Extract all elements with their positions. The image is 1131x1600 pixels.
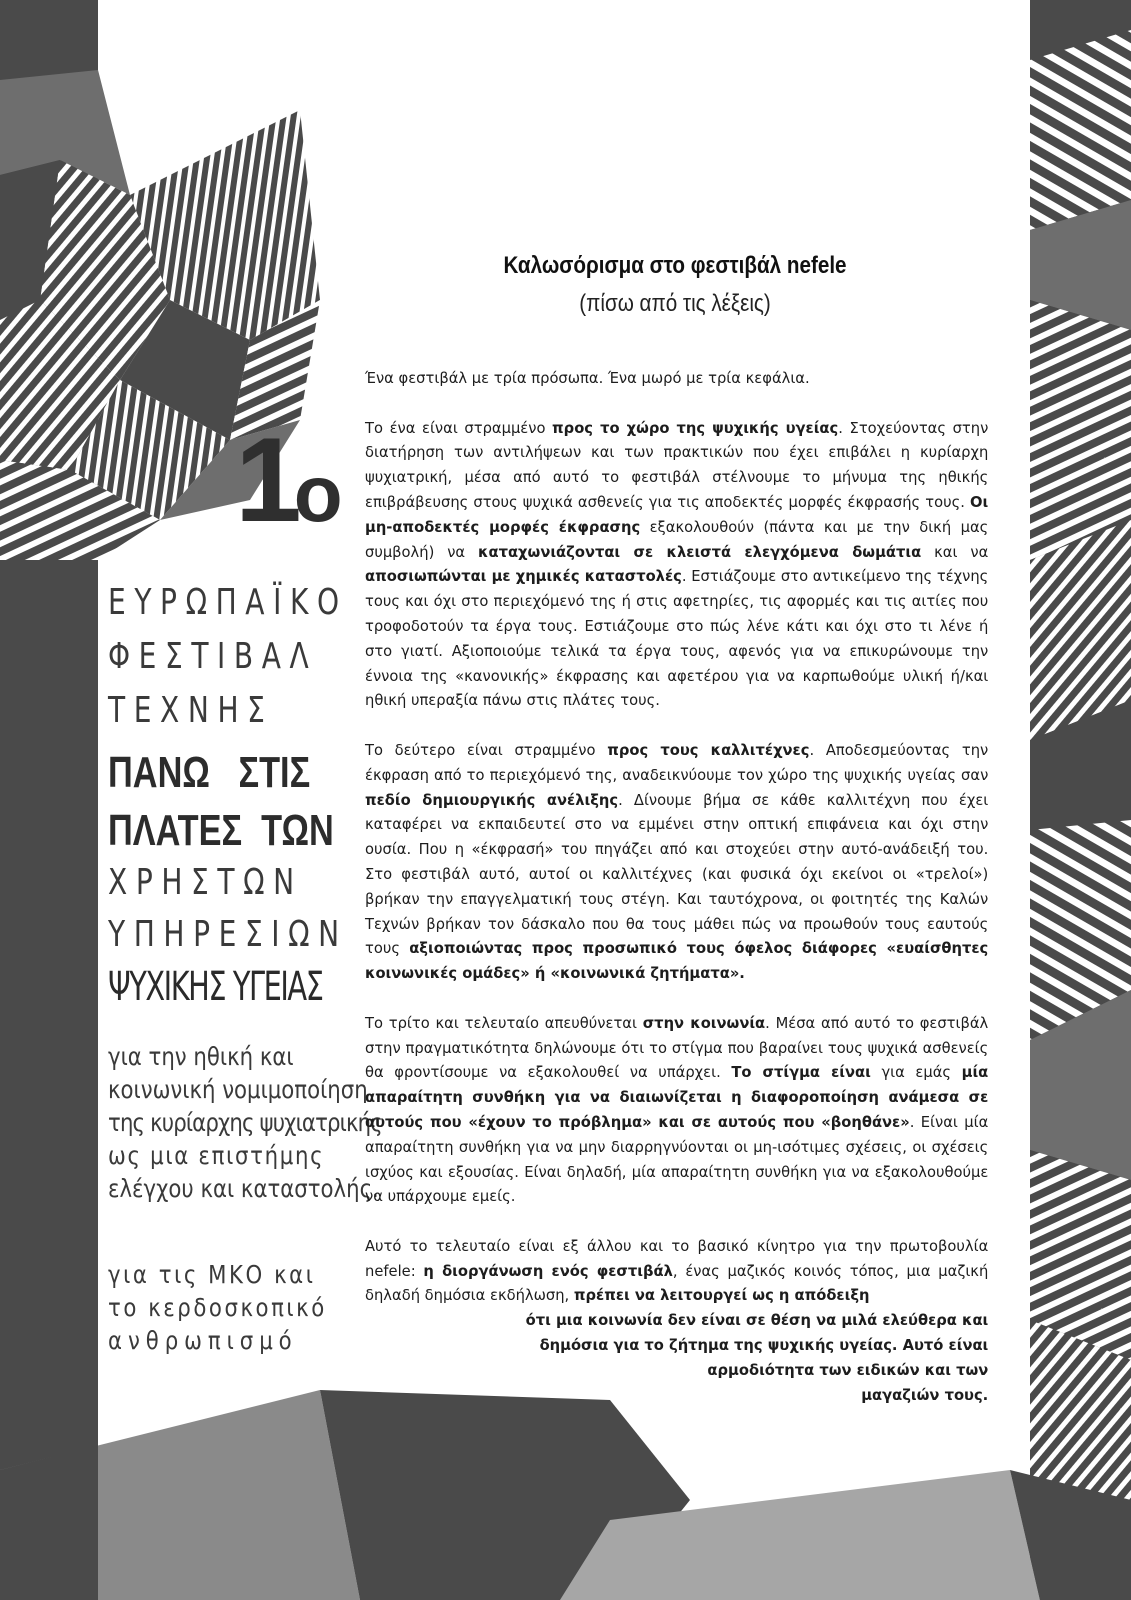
emphasis: πεδίο δημιουργικής ανέλιξης (365, 790, 619, 809)
text-span: Το τρίτο και τελευταίο απευθύνεται (365, 1013, 643, 1032)
emphasis: η διοργάνωση ενός φεστιβάλ (423, 1261, 673, 1280)
emphasis-line: ότι μια κοινωνία δεν είναι σε θέση να μιλά ελεύθερα και (525, 1311, 989, 1330)
emphasis: αξιοποιώντας προς προσωπικό τους όφελος διάφορες «ευαίσθητες κοινωνικές ομάδες» ή «κοινωνικά ζητήματα». (365, 939, 989, 983)
emphasis: αποσιωπώνται με χημικές καταστολές (365, 567, 682, 586)
festival-number-suffix: ο (293, 449, 343, 538)
emphasis: προς το χώρο της ψυχικής υγείας (552, 418, 839, 437)
poster-subtitle-line: το κερδοσκοπικό (108, 1293, 327, 1322)
paragraph-four (365, 1234, 988, 1308)
poster-line-mental-health: ΨΥΧΙΚΗΣ ΥΓΕΙΑΣ (108, 964, 323, 1010)
poster-subtitle-ngo (108, 1258, 327, 1357)
poster-subtitle-line: ελέγχου και καταστολής. (108, 1174, 379, 1203)
poster-subtitle-line: για τις ΜΚΟ και (108, 1260, 316, 1289)
bottom-geometric-shape (0, 1390, 1131, 1600)
emphasis: Οι μη-αποδεκτές μορφές έκφρασης (365, 492, 989, 536)
paragraph-intro: Ένα φεστιβάλ με τρία πρόσωπα. Ένα μωρό με τρία κεφάλια. (365, 369, 810, 387)
poster-line-users: ΧΡΗΣΤΩΝ (108, 862, 303, 903)
text-span: . Αποδεσμεύοντας την έκφραση από το περιεχόμενό της, αναδεικνύουμε τον χώρο της ψυχικής υγείας σαν (365, 740, 989, 784)
paragraph-three (365, 1011, 988, 1209)
emphasis: Το στίγμα είναι (731, 1063, 871, 1082)
text-span: , ένας μαζικός κοινός τόπος, μια μαζική δηλαδή δημόσια εκδήλωση, (365, 1261, 989, 1305)
poster-line-festival: ΦΕΣΤΙΒΑΛ (108, 636, 318, 677)
poster-line-on-the: ΠΑΝΩ ΣΤΙΣ (108, 748, 311, 797)
poster-line-backs-of: ΠΛΑΤΕΣ ΤΩΝ (108, 806, 334, 855)
emphasis: στην κοινωνία (642, 1013, 766, 1032)
emphasis-line: δημόσια για το ζήτημα της ψυχικής υγείας. Αυτό είναι (539, 1336, 989, 1355)
emphasis-line: αρμοδιότητα των ειδικών και των (707, 1360, 989, 1379)
text-span: . Δίνουμε βήμα σε κάθε καλλιτέχνη που έχει καταφέρει να εκπαιδευτεί στο να εμμένει στην οπτική επιφάνεια και όχι στην ουσία. Που η «έκφρασή» του πηγάζει από και στοχεύει στην αυτό-ανάδειξή του. Στο φεστιβάλ αυτό, αυτοί οι καλλιτέχνες (και φυσικά όχι εκείνοι οι «τρελοί») βρήκαν την επαγγελματική τους στέγη. Και ταυτόχρονα, οι φοιτητές της Καλών Τεχνών βρήκαν τον δάσκαλο που θα τους μάθει πώς να προωθούν τους εαυτούς τους (365, 790, 989, 958)
emphasis: πρέπει να λειτουργεί ως η απόδειξη (573, 1286, 870, 1305)
text-span: Το ένα είναι στραμμένο (365, 418, 553, 437)
emphasis: μία απαραίτητη συνθήκη για να διαιωνίζεται η διαφοροποίηση ανάμεσα σε αυτούς που «έχουν το πρόβλημα» και σε αυτούς που «βοηθάνε» (365, 1063, 989, 1131)
poster-subtitle-line: για την ηθική και (108, 1042, 294, 1071)
poster-subtitle-line: κοινωνική νομιμοποίηση (108, 1075, 368, 1104)
text-span: . Μέσα από αυτό το φεστιβάλ στην πραγματικότητα δηλώνουμε ότι το στίγμα που βαραίνει τους ψυχικά ασθενείς θα φροντίσουμε να εξακολουθεί να υπάρχει. (365, 1013, 989, 1082)
text-span: . Εστιάζουμε στο αντικείμενο της τέχνης τους και όχι στο περιεχόμενό της ή στις αφετηρίες, τις αφορμές και τις αιτίες που τροφοδοτούν τα έργα τους. Εστιάζουμε στο πώς λένε κάτι και όχι στο τι λένε ή στο γιατί. Αξιοποιούμε τελικά τα έργα τους, αφενός για να επικυρώνουμε την έννοια της «κανονικής» έκφρασης και αφετέρου για να καρπωθούμε υλική ή/και ηθική υπεραξία πάνω στις πλάτες τους. (365, 567, 989, 710)
poster-subtitle-line: της κυρίαρχης ψυχιατρικής (108, 1108, 382, 1137)
text-span: και να (921, 542, 989, 561)
emphasis-line: μαγαζιών τους. (861, 1385, 989, 1404)
festival-number (235, 413, 343, 547)
poster-subtitle-line: ανθρωπισμό (108, 1326, 298, 1355)
right-geometric-shape (1030, 30, 1131, 1520)
article-body (365, 366, 988, 1407)
poster-line-european: ΕΥΡΩΠΑΪΚΟ (108, 582, 348, 623)
article-subtitle: (πίσω από τις λέξεις) (579, 290, 771, 317)
poster-line-services: ΥΠΗΡΕΣΙΩΝ (108, 914, 348, 955)
article-title: Καλωσόρισμα στο φεστιβάλ nefele (503, 252, 847, 279)
poster-subtitle-psychiatry (108, 1040, 382, 1205)
text-span: για εμάς (870, 1063, 962, 1082)
paragraph-two (365, 738, 988, 986)
text-span: Αυτό το τελευταίο είναι εξ άλλου και το βασικό κίνητρο για την πρωτοβουλία nefele: (365, 1236, 989, 1280)
paragraph-one (365, 416, 988, 714)
emphasis: προς τους καλλιτέχνες (607, 740, 810, 759)
text-span: . Είναι μία απαραίτητη συνθήκη για να μην διαρρηγνύονται οι μη-ισότιμες σχέσεις, οι σχέσεις ισχύος και εξουσίας. Είναι δηλαδή, μία απαραίτητη συνθήκη για να εξακολουθούμε να υπάρχουμε εμείς. (365, 1112, 989, 1206)
poster-line-art: ΤΕΧΝΗΣ (108, 690, 274, 731)
poster-subtitle-line: ως μια επιστήμης (108, 1141, 325, 1170)
text-span: . Στοχεύοντας στην διατήρηση των αντιλήψεων και των πρακτικών που έχει επιβάλει η κυρίαρχη ψυχιατρική, μέσα από αυτό το φεστιβάλ στέλνουμε το μήνυμα της ηθικής επιβράβευσης στους ψυχικά ασθενείς για τις αποδεκτές μορφές έκφρασής τους. (365, 418, 989, 511)
text-span: εξακολουθούν (πάντα και με την δική μας συμβολή) να (365, 517, 989, 561)
paragraph-four-conclusion (365, 1308, 988, 1407)
festival-number-digit: 1 (235, 413, 294, 547)
emphasis: καταχωνιάζονται σε κλειστά ελεγχόμενα δωμάτια (478, 542, 922, 561)
text-span: Το δεύτερο είναι στραμμένο (365, 740, 608, 759)
